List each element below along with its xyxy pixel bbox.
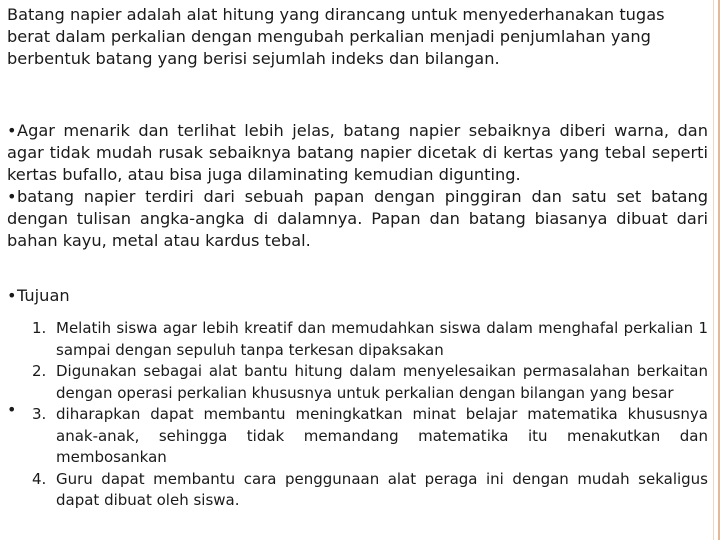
bullet-item (7, 120, 708, 186)
goal-number: 3. (32, 405, 47, 423)
goal-item (32, 469, 708, 512)
goal-text: Melatih siswa agar lebih kreatif dan memudahkan siswa dalam menghafal perkalian 1 sampai dengan sepuluh tanpa terkesan dipaksakan (56, 319, 708, 359)
goal-number: 4. (32, 469, 47, 488)
goal-text: Digunakan sebagai alat bantu hitung dalam menyelesaikan permasalahan berkaitan dengan operasi perkalian khususnya untuk perkalian dengan bilangan yang besar (56, 362, 708, 402)
bullet-symbol: • (7, 286, 17, 305)
bullet-block (7, 120, 708, 252)
goal-item (32, 361, 708, 404)
goals-list (32, 318, 708, 512)
goal-text: Guru dapat membantu cara penggunaan alat peraga ini dengan mudah sekaligus dapat dibuat oleh siswa. (56, 469, 708, 509)
intro-paragraph: Batang napier adalah alat hitung yang dirancang untuk menyederhanakan tugas berat dalam perkalian dengan mengubah perkalian menjadi penjumlahan yang berbentuk batang yang berisi sejumlah indeks dan bilangan. (7, 5, 665, 68)
bullet-symbol: • (7, 187, 17, 206)
list-bullet-symbol: • (7, 400, 17, 419)
bullet-symbol: • (7, 121, 17, 140)
tujuan-label: Tujuan (17, 286, 70, 305)
goal-number: 1. (32, 319, 47, 337)
goal-item (32, 318, 708, 361)
goal-item (32, 404, 708, 469)
bullet-text: batang napier terdiri dari sebuah papan dengan pinggiran dan satu set batang dengan tulisan angka-angka di dalamnya. Papan dan batang biasanya dibuat dari bahan kayu, metal atau kardus tebal. (7, 187, 708, 250)
tujuan-heading (7, 285, 708, 307)
goal-number: 2. (32, 362, 47, 380)
bullet-text: Agar menarik dan terlihat lebih jelas, batang napier sebaiknya diberi warna, dan agar tidak mudah rusak sebaiknya batang napier dicetak di kertas yang tebal seperti kertas bufallo, atau bisa juga dilaminating kemudian digunting. (7, 121, 708, 184)
goal-text: diharapkan dapat membantu meningkatkan minat belajar matematika khususnya anak-anak, sehingga tidak memandang matematika itu menakutkan dan membosankan (56, 405, 708, 466)
bullet-item (7, 186, 708, 252)
